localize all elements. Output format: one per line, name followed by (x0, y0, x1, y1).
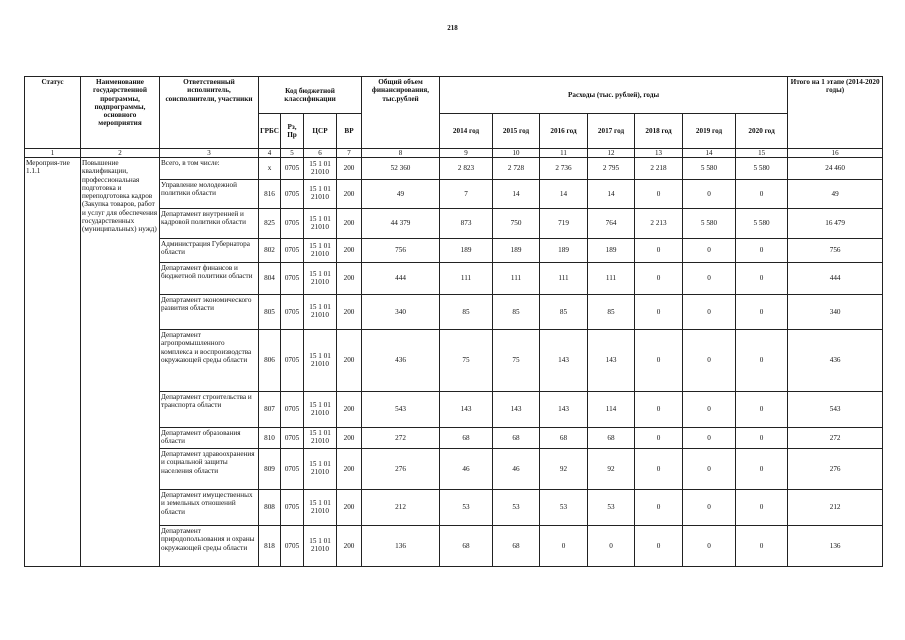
header-budget-code: Код бюджетной классификации (259, 77, 362, 114)
header-executor: Ответственный исполнитель, соисполнители, участники (160, 77, 259, 149)
total-cell: 276 (362, 449, 440, 490)
year-2018-cell: 2 218 (635, 158, 683, 180)
csr-code-part: 15 1 01 (309, 537, 331, 546)
header-year-2015: 2015 год (493, 114, 540, 149)
year-2020-cell: 0 (736, 428, 788, 449)
year-2015-cell: 46 (493, 449, 540, 490)
year-2016-cell: 85 (540, 295, 588, 330)
year-2017-cell: 0 (588, 526, 635, 567)
csr-code-part: 15 1 01 (309, 429, 331, 438)
year-2017-cell: 2 795 (588, 158, 635, 180)
grbs-cell: 825 (259, 209, 281, 239)
year-2019-cell: 0 (683, 180, 736, 209)
csr-code-part: 21010 (311, 545, 329, 554)
column-number: 9 (440, 149, 493, 158)
vr-cell: 200 (337, 158, 362, 180)
csr-code-part: 21010 (311, 167, 329, 176)
page-number: 218 (447, 24, 458, 32)
total-cell: 436 (362, 330, 440, 392)
grbs-cell: 806 (259, 330, 281, 392)
year-2017-cell: 114 (588, 392, 635, 428)
csr-code-part: 21010 (311, 222, 329, 231)
stage-total-cell: 212 (788, 490, 883, 526)
csr-code-part: 21010 (311, 359, 329, 368)
year-2018-cell: 0 (635, 526, 683, 567)
csr-cell (304, 263, 337, 295)
stage-total-cell: 756 (788, 239, 883, 263)
year-2017-cell: 143 (588, 330, 635, 392)
year-2018-cell: 0 (635, 180, 683, 209)
executor-cell: Управление молодежной политики области (160, 180, 259, 209)
year-2019-cell: 0 (683, 295, 736, 330)
executor-cell: Департамент агропромышленного комплекса и воспроизводства окружающей среды области (160, 330, 259, 392)
header-year-2020: 2020 год (736, 114, 788, 149)
year-2018-cell: 0 (635, 239, 683, 263)
stage-total-cell: 136 (788, 526, 883, 567)
year-2015-cell: 85 (493, 295, 540, 330)
csr-cell (304, 158, 337, 180)
status-cell: Мероприя-тие 1.1.1 (25, 158, 81, 567)
year-2016-cell: 111 (540, 263, 588, 295)
year-2020-cell: 0 (736, 330, 788, 392)
header-csr: ЦСР (304, 114, 337, 149)
year-2014-cell: 53 (440, 490, 493, 526)
csr-cell (304, 239, 337, 263)
column-number: 7 (337, 149, 362, 158)
csr-cell (304, 490, 337, 526)
executor-cell: Департамент образования области (160, 428, 259, 449)
year-2014-cell: 143 (440, 392, 493, 428)
year-2016-cell: 143 (540, 330, 588, 392)
table-row (25, 158, 883, 180)
header-status: Статус (25, 77, 81, 149)
grbs-cell: 816 (259, 180, 281, 209)
csr-cell (304, 526, 337, 567)
year-2016-cell: 719 (540, 209, 588, 239)
csr-code-part: 15 1 01 (309, 214, 331, 223)
year-2020-cell: 5 580 (736, 158, 788, 180)
year-2020-cell: 0 (736, 449, 788, 490)
total-cell: 136 (362, 526, 440, 567)
year-2017-cell: 14 (588, 180, 635, 209)
total-cell: 340 (362, 295, 440, 330)
column-number: 13 (635, 149, 683, 158)
column-number: 3 (160, 149, 259, 158)
rz-pr-cell: 0705 (281, 428, 304, 449)
year-2019-cell: 0 (683, 428, 736, 449)
header-year-2014: 2014 год (440, 114, 493, 149)
rz-pr-cell: 0705 (281, 392, 304, 428)
year-2016-cell: 92 (540, 449, 588, 490)
year-2019-cell: 0 (683, 526, 736, 567)
year-2020-cell: 0 (736, 239, 788, 263)
total-cell: 52 360 (362, 158, 440, 180)
stage-total-cell: 543 (788, 392, 883, 428)
year-2014-cell: 2 823 (440, 158, 493, 180)
year-2018-cell: 0 (635, 428, 683, 449)
year-2018-cell: 0 (635, 330, 683, 392)
executor-cell: Департамент внутренней и кадровой политики области (160, 209, 259, 239)
stage-total-cell: 16 479 (788, 209, 883, 239)
year-2019-cell: 0 (683, 449, 736, 490)
year-2014-cell: 85 (440, 295, 493, 330)
year-2015-cell: 68 (493, 526, 540, 567)
grbs-cell: 804 (259, 263, 281, 295)
header-year-2017: 2017 год (588, 114, 635, 149)
csr-code-part: 21010 (311, 277, 329, 286)
vr-cell: 200 (337, 428, 362, 449)
stage-total-cell: 24 460 (788, 158, 883, 180)
year-2015-cell: 75 (493, 330, 540, 392)
year-2019-cell: 0 (683, 392, 736, 428)
year-2014-cell: 75 (440, 330, 493, 392)
year-2019-cell: 0 (683, 239, 736, 263)
year-2015-cell: 68 (493, 428, 540, 449)
vr-cell: 200 (337, 330, 362, 392)
vr-cell: 200 (337, 392, 362, 428)
column-number: 15 (736, 149, 788, 158)
vr-cell: 200 (337, 449, 362, 490)
column-number: 8 (362, 149, 440, 158)
csr-cell (304, 295, 337, 330)
year-2019-cell: 5 580 (683, 158, 736, 180)
csr-code-part: 15 1 01 (309, 460, 331, 469)
executor-cell: Департамент здравоохранения и социальной защиты населения области (160, 449, 259, 490)
csr-cell (304, 209, 337, 239)
rz-pr-cell: 0705 (281, 180, 304, 209)
header-expenses: Расходы (тыс. рублей), годы (440, 77, 788, 114)
column-number: 5 (281, 149, 304, 158)
executor-cell: Департамент финансов и бюджетной политики области (160, 263, 259, 295)
year-2014-cell: 873 (440, 209, 493, 239)
csr-code-part: 15 1 01 (309, 269, 331, 278)
year-2017-cell: 111 (588, 263, 635, 295)
grbs-cell: 807 (259, 392, 281, 428)
csr-code-part: 21010 (311, 468, 329, 477)
rz-pr-cell: 0705 (281, 295, 304, 330)
csr-code-part: 15 1 01 (309, 185, 331, 194)
header-grbs: ГРБС (259, 114, 281, 149)
year-2018-cell: 2 213 (635, 209, 683, 239)
executor-cell: Департамент экономического развития области (160, 295, 259, 330)
header-stage-total: Итого на 1 этапе (2014-2020 годы) (788, 77, 883, 149)
csr-code-part: 21010 (311, 437, 329, 446)
grbs-cell: 808 (259, 490, 281, 526)
year-2016-cell: 189 (540, 239, 588, 263)
total-cell: 44 379 (362, 209, 440, 239)
year-2018-cell: 0 (635, 490, 683, 526)
year-2015-cell: 2 728 (493, 158, 540, 180)
grbs-cell: 802 (259, 239, 281, 263)
column-number: 11 (540, 149, 588, 158)
executor-cell: Департамент природопользования и охраны окружающей среды области (160, 526, 259, 567)
rz-pr-cell: 0705 (281, 490, 304, 526)
grbs-cell: 809 (259, 449, 281, 490)
year-2018-cell: 0 (635, 263, 683, 295)
rz-pr-cell: 0705 (281, 330, 304, 392)
year-2015-cell: 111 (493, 263, 540, 295)
column-number: 12 (588, 149, 635, 158)
year-2020-cell: 0 (736, 526, 788, 567)
csr-cell (304, 428, 337, 449)
year-2018-cell: 0 (635, 392, 683, 428)
year-2015-cell: 143 (493, 392, 540, 428)
year-2015-cell: 189 (493, 239, 540, 263)
total-cell: 212 (362, 490, 440, 526)
csr-cell (304, 180, 337, 209)
csr-cell (304, 449, 337, 490)
vr-cell: 200 (337, 263, 362, 295)
total-cell: 272 (362, 428, 440, 449)
year-2016-cell: 14 (540, 180, 588, 209)
vr-cell: 200 (337, 490, 362, 526)
executor-cell: Администрация Губернатора области (160, 239, 259, 263)
rz-pr-cell: 0705 (281, 239, 304, 263)
year-2017-cell: 92 (588, 449, 635, 490)
year-2020-cell: 0 (736, 392, 788, 428)
csr-code-part: 21010 (311, 311, 329, 320)
csr-code-part: 21010 (311, 506, 329, 515)
year-2017-cell: 68 (588, 428, 635, 449)
year-2016-cell: 53 (540, 490, 588, 526)
year-2014-cell: 189 (440, 239, 493, 263)
year-2019-cell: 0 (683, 263, 736, 295)
year-2014-cell: 111 (440, 263, 493, 295)
year-2019-cell: 0 (683, 330, 736, 392)
column-number: 14 (683, 149, 736, 158)
header-year-2019: 2019 год (683, 114, 736, 149)
year-2016-cell: 0 (540, 526, 588, 567)
grbs-cell: 810 (259, 428, 281, 449)
header-vr: ВР (337, 114, 362, 149)
stage-total-cell: 49 (788, 180, 883, 209)
year-2017-cell: 764 (588, 209, 635, 239)
csr-code-part: 15 1 01 (309, 498, 331, 507)
vr-cell: 200 (337, 239, 362, 263)
stage-total-cell: 444 (788, 263, 883, 295)
stage-total-cell: 272 (788, 428, 883, 449)
csr-code-part: 15 1 01 (309, 159, 331, 168)
column-number: 16 (788, 149, 883, 158)
year-2016-cell: 143 (540, 392, 588, 428)
rz-pr-cell: 0705 (281, 449, 304, 490)
measure-name-cell: Повышение квалификации, профессиональная подготовка и переподготовка кадров (Закупка товаров, работ и услуг для обеспечения государственных (муниципальных) нужд) (81, 158, 160, 567)
vr-cell: 200 (337, 295, 362, 330)
year-2016-cell: 68 (540, 428, 588, 449)
csr-code-part: 21010 (311, 408, 329, 417)
column-numbers-row (25, 149, 883, 158)
stage-total-cell: 436 (788, 330, 883, 392)
column-number: 6 (304, 149, 337, 158)
year-2014-cell: 68 (440, 428, 493, 449)
csr-cell (304, 330, 337, 392)
budget-table (24, 76, 883, 567)
year-2014-cell: 68 (440, 526, 493, 567)
csr-code-part: 21010 (311, 249, 329, 258)
csr-cell (304, 392, 337, 428)
total-cell: 49 (362, 180, 440, 209)
year-2014-cell: 7 (440, 180, 493, 209)
grbs-cell: 805 (259, 295, 281, 330)
csr-code-part: 15 1 01 (309, 241, 331, 250)
vr-cell: 200 (337, 209, 362, 239)
grbs-cell: х (259, 158, 281, 180)
header-year-2016: 2016 год (540, 114, 588, 149)
csr-code-part: 21010 (311, 193, 329, 202)
column-number: 2 (81, 149, 160, 158)
csr-code-part: 15 1 01 (309, 303, 331, 312)
year-2020-cell: 0 (736, 490, 788, 526)
year-2019-cell: 5 580 (683, 209, 736, 239)
stage-total-cell: 276 (788, 449, 883, 490)
year-2018-cell: 0 (635, 449, 683, 490)
year-2020-cell: 0 (736, 263, 788, 295)
column-number: 4 (259, 149, 281, 158)
rz-pr-cell: 0705 (281, 209, 304, 239)
year-2020-cell: 0 (736, 295, 788, 330)
column-number: 1 (25, 149, 81, 158)
header-total-volume: Общий объем финансирования, тыс.рублей (362, 77, 440, 149)
total-cell: 756 (362, 239, 440, 263)
year-2017-cell: 53 (588, 490, 635, 526)
year-2018-cell: 0 (635, 295, 683, 330)
year-2019-cell: 0 (683, 490, 736, 526)
csr-code-part: 15 1 01 (309, 351, 331, 360)
rz-pr-cell: 0705 (281, 263, 304, 295)
year-2017-cell: 85 (588, 295, 635, 330)
year-2014-cell: 46 (440, 449, 493, 490)
year-2020-cell: 0 (736, 180, 788, 209)
vr-cell: 200 (337, 526, 362, 567)
year-2015-cell: 14 (493, 180, 540, 209)
executor-cell: Департамент строительства и транспорта области (160, 392, 259, 428)
header-year-2018: 2018 год (635, 114, 683, 149)
csr-code-part: 15 1 01 (309, 400, 331, 409)
rz-pr-cell: 0705 (281, 526, 304, 567)
year-2020-cell: 5 580 (736, 209, 788, 239)
total-cell: 543 (362, 392, 440, 428)
stage-total-cell: 340 (788, 295, 883, 330)
header-name: Наименование государственной программы, подпрограммы, основного мероприятия (81, 77, 160, 149)
total-cell: 444 (362, 263, 440, 295)
column-number: 10 (493, 149, 540, 158)
rz-pr-cell: 0705 (281, 158, 304, 180)
executor-cell: Всего, в том числе: (160, 158, 259, 180)
year-2015-cell: 53 (493, 490, 540, 526)
header-rz-pr: Рз, Пр (281, 114, 304, 149)
grbs-cell: 818 (259, 526, 281, 567)
year-2016-cell: 2 736 (540, 158, 588, 180)
vr-cell: 200 (337, 180, 362, 209)
year-2015-cell: 750 (493, 209, 540, 239)
year-2017-cell: 189 (588, 239, 635, 263)
executor-cell: Департамент имущественных и земельных отношений области (160, 490, 259, 526)
